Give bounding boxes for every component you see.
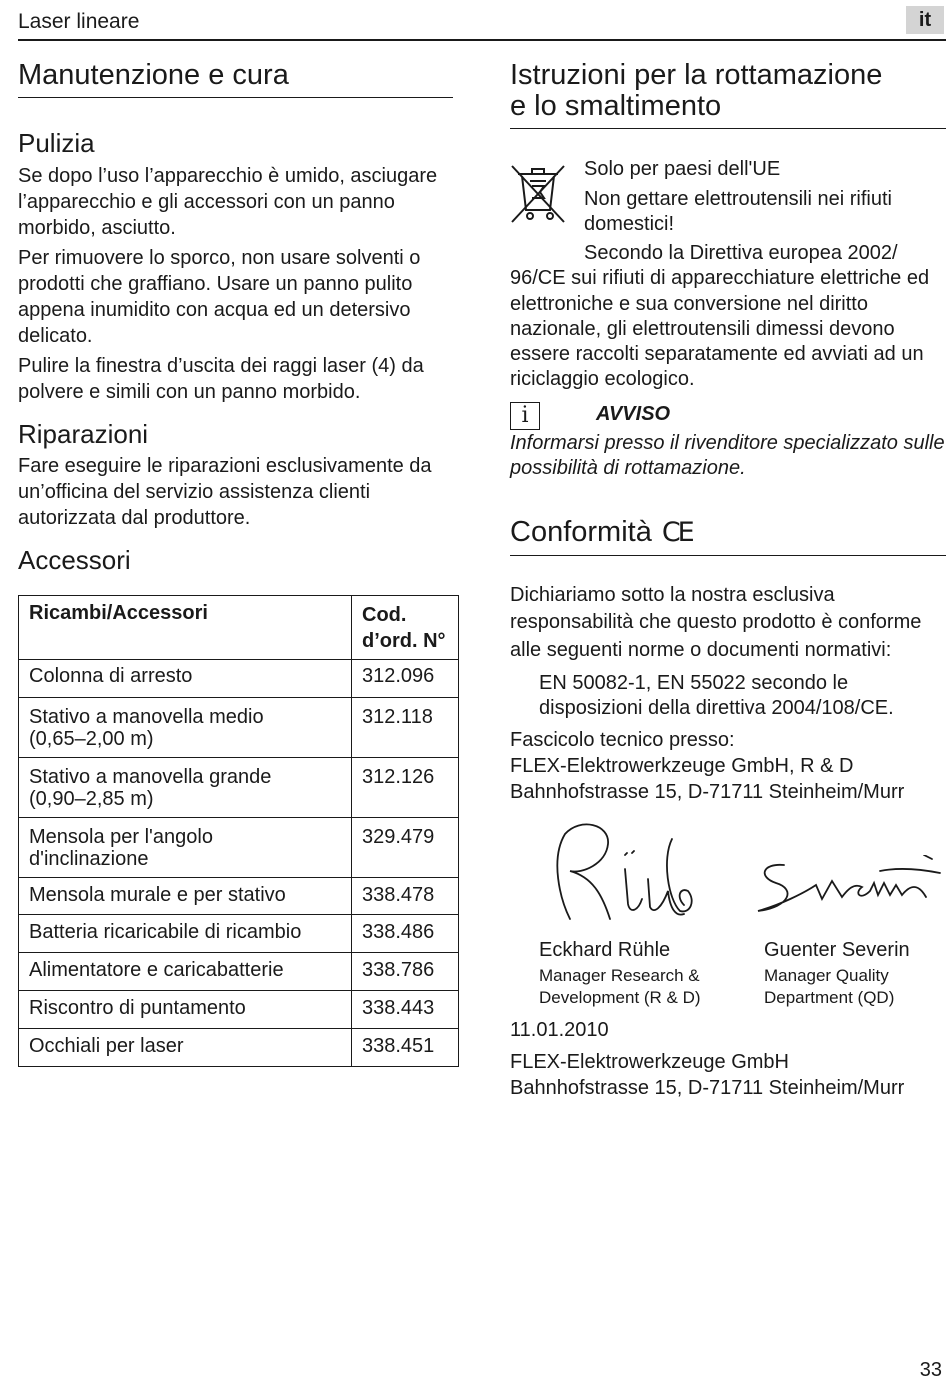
- code-header-line-2: d’ord. N°: [362, 630, 446, 652]
- cleaning-paragraph-3: Pulire la finestra d’uscita dei raggi laser (4) da polvere e simili con un panno morbido.: [18, 355, 424, 403]
- technical-file-company: FLEX-Elektrowerkzeuge GmbH, R & D: [510, 755, 854, 778]
- signer-1-name: Eckhard Rühle: [539, 939, 671, 962]
- row-item-line-2: (0,90–2,85 m): [29, 788, 154, 810]
- disposal-title-line-2: e lo smaltimento: [510, 90, 722, 122]
- technical-file-address: Bahnhofstrasse 15, D-71711 Steinheim/Murr: [510, 781, 905, 804]
- conformity-title-row: [510, 517, 946, 548]
- row-item: [19, 758, 352, 818]
- table-row: [19, 698, 459, 758]
- info-icon: i: [510, 402, 540, 430]
- table-row: [19, 1029, 459, 1067]
- eu-only-text: Solo per paesi dell'UE: [584, 158, 781, 180]
- cleaning-paragraph-2: Per rimuovere lo sporco, non usare solventi o prodotti che graffiano. Usare un panno pulito appena inumidito con acqua ed un detersivo delicato.: [18, 247, 421, 347]
- row-code: 338.486: [352, 915, 459, 953]
- row-item-line-1: Stativo a manovella grande: [29, 766, 272, 788]
- language-badge: it: [906, 6, 944, 34]
- table-header-item: Ricambi/Accessori: [19, 596, 352, 660]
- disposal-title: [510, 60, 946, 122]
- row-item: Colonna di arresto: [19, 660, 352, 698]
- row-item-line-2: d'inclinazione: [29, 848, 149, 870]
- row-code: 338.478: [352, 878, 459, 915]
- row-code: 338.786: [352, 953, 459, 991]
- table-header-row: [19, 596, 459, 660]
- company-address: Bahnhofstrasse 15, D-71711 Steinheim/Murr: [510, 1077, 905, 1100]
- row-code: 338.451: [352, 1029, 459, 1067]
- row-item: [19, 818, 352, 878]
- repairs-paragraph: Fare eseguire le riparazioni esclusivamente da un’officina del servizio assistenza clienti autorizzata dal produttore.: [18, 455, 432, 529]
- notice-block: [510, 401, 946, 429]
- header-rule: [18, 39, 946, 41]
- row-item-line-2: (0,65–2,00 m): [29, 728, 154, 750]
- row-item-line-1: Mensola per l'angolo: [29, 826, 213, 848]
- signature-area: [510, 819, 946, 957]
- technical-file-label: Fascicolo tecnico presso:: [510, 729, 735, 752]
- table-row: [19, 915, 459, 953]
- signer-1-role-line-2: Development (R & D): [539, 988, 701, 1008]
- table-row: [19, 991, 459, 1029]
- table-row: [19, 660, 459, 698]
- conformity-declaration: Dichiariamo sotto la nostra esclusiva responsabilità che questo prodotto è conforme alle seguenti norme o documenti normativi:: [510, 583, 922, 661]
- page-number: 33: [919, 1359, 942, 1381]
- repairs-heading: Riparazioni: [18, 419, 149, 449]
- signature-ruehle: [530, 819, 700, 931]
- conformity-norms: EN 50082-1, EN 55022 secondo le disposizioni della direttiva 2004/108/CE.: [539, 672, 894, 720]
- declaration-date: 11.01.2010: [510, 1019, 609, 1042]
- signers: [510, 939, 946, 1011]
- signer-2-name: Guenter Severin: [764, 939, 910, 962]
- company-name: FLEX-Elektrowerkzeuge GmbH: [510, 1051, 789, 1074]
- table-row: [19, 758, 459, 818]
- weee-crossed-bin-icon: [510, 162, 568, 224]
- ce-mark: CE: [661, 516, 692, 548]
- signer-2-role-line-1: Manager Quality: [764, 966, 889, 986]
- disposal-title-line-1: Istruzioni per la rottamazione: [510, 59, 883, 91]
- weee-block: [510, 156, 946, 241]
- row-item-line-1: Stativo a manovella medio: [29, 706, 264, 728]
- maintenance-title: Manutenzione e cura: [18, 59, 289, 91]
- left-column: [18, 58, 458, 1067]
- cleaning-paragraph-1: Se dopo l’uso l’apparecchio è umido, asciugare l’apparecchio e gli accessori con un panno morbido, asciutto.: [18, 165, 438, 239]
- running-header-title: Laser lineare: [18, 10, 140, 33]
- conformity-title: Conformità: [510, 515, 652, 548]
- row-item: [19, 698, 352, 758]
- signer-1-role-line-1: Manager Research &: [539, 966, 700, 986]
- right-column: [510, 58, 946, 1101]
- disposal-title-rule: [510, 128, 946, 129]
- code-header-line-1: Cod.: [362, 604, 407, 626]
- signature-severin: [750, 855, 946, 925]
- table-header-code: [352, 596, 459, 660]
- table-row: [19, 878, 459, 915]
- row-item: Batteria ricaricabile di ricambio: [19, 915, 352, 953]
- row-item: Occhiali per laser: [19, 1029, 352, 1067]
- row-code: 312.118: [352, 698, 459, 758]
- table-row: [19, 953, 459, 991]
- cleaning-heading: Pulizia: [18, 128, 95, 158]
- maintenance-title-rule: [18, 97, 453, 98]
- row-item: Mensola murale e per stativo: [19, 878, 352, 915]
- row-item: Alimentatore e caricabatterie: [19, 953, 352, 991]
- row-code: 329.479: [352, 818, 459, 878]
- notice-text: Informarsi presso il rivenditore specializzato sulle possibilità di rottamazione.: [510, 431, 945, 479]
- row-item: Riscontro di puntamento: [19, 991, 352, 1029]
- accessories-heading: Accessori: [18, 545, 131, 575]
- accessories-table: [18, 595, 459, 1067]
- notice-label: AVVISO: [596, 402, 671, 425]
- row-code: 338.443: [352, 991, 459, 1029]
- no-household-text: Non gettare elettroutensili nei rifiuti domestici!: [584, 188, 892, 235]
- table-row: [19, 818, 459, 878]
- directive-text: Secondo la Direttiva europea 2002/ 96/CE sui rifiuti di apparecchiature elettriche ed elettroniche e sua conversione nel diritto nazionale, gli elettroutensili dimessi devono essere raccolti separatamente ed avviati ad un riciclaggio ecologico.: [510, 242, 930, 391]
- row-code: 312.126: [352, 758, 459, 818]
- row-code: 312.096: [352, 660, 459, 698]
- signer-2-role-line-2: Department (QD): [764, 988, 895, 1008]
- conformity-title-rule: [510, 555, 946, 556]
